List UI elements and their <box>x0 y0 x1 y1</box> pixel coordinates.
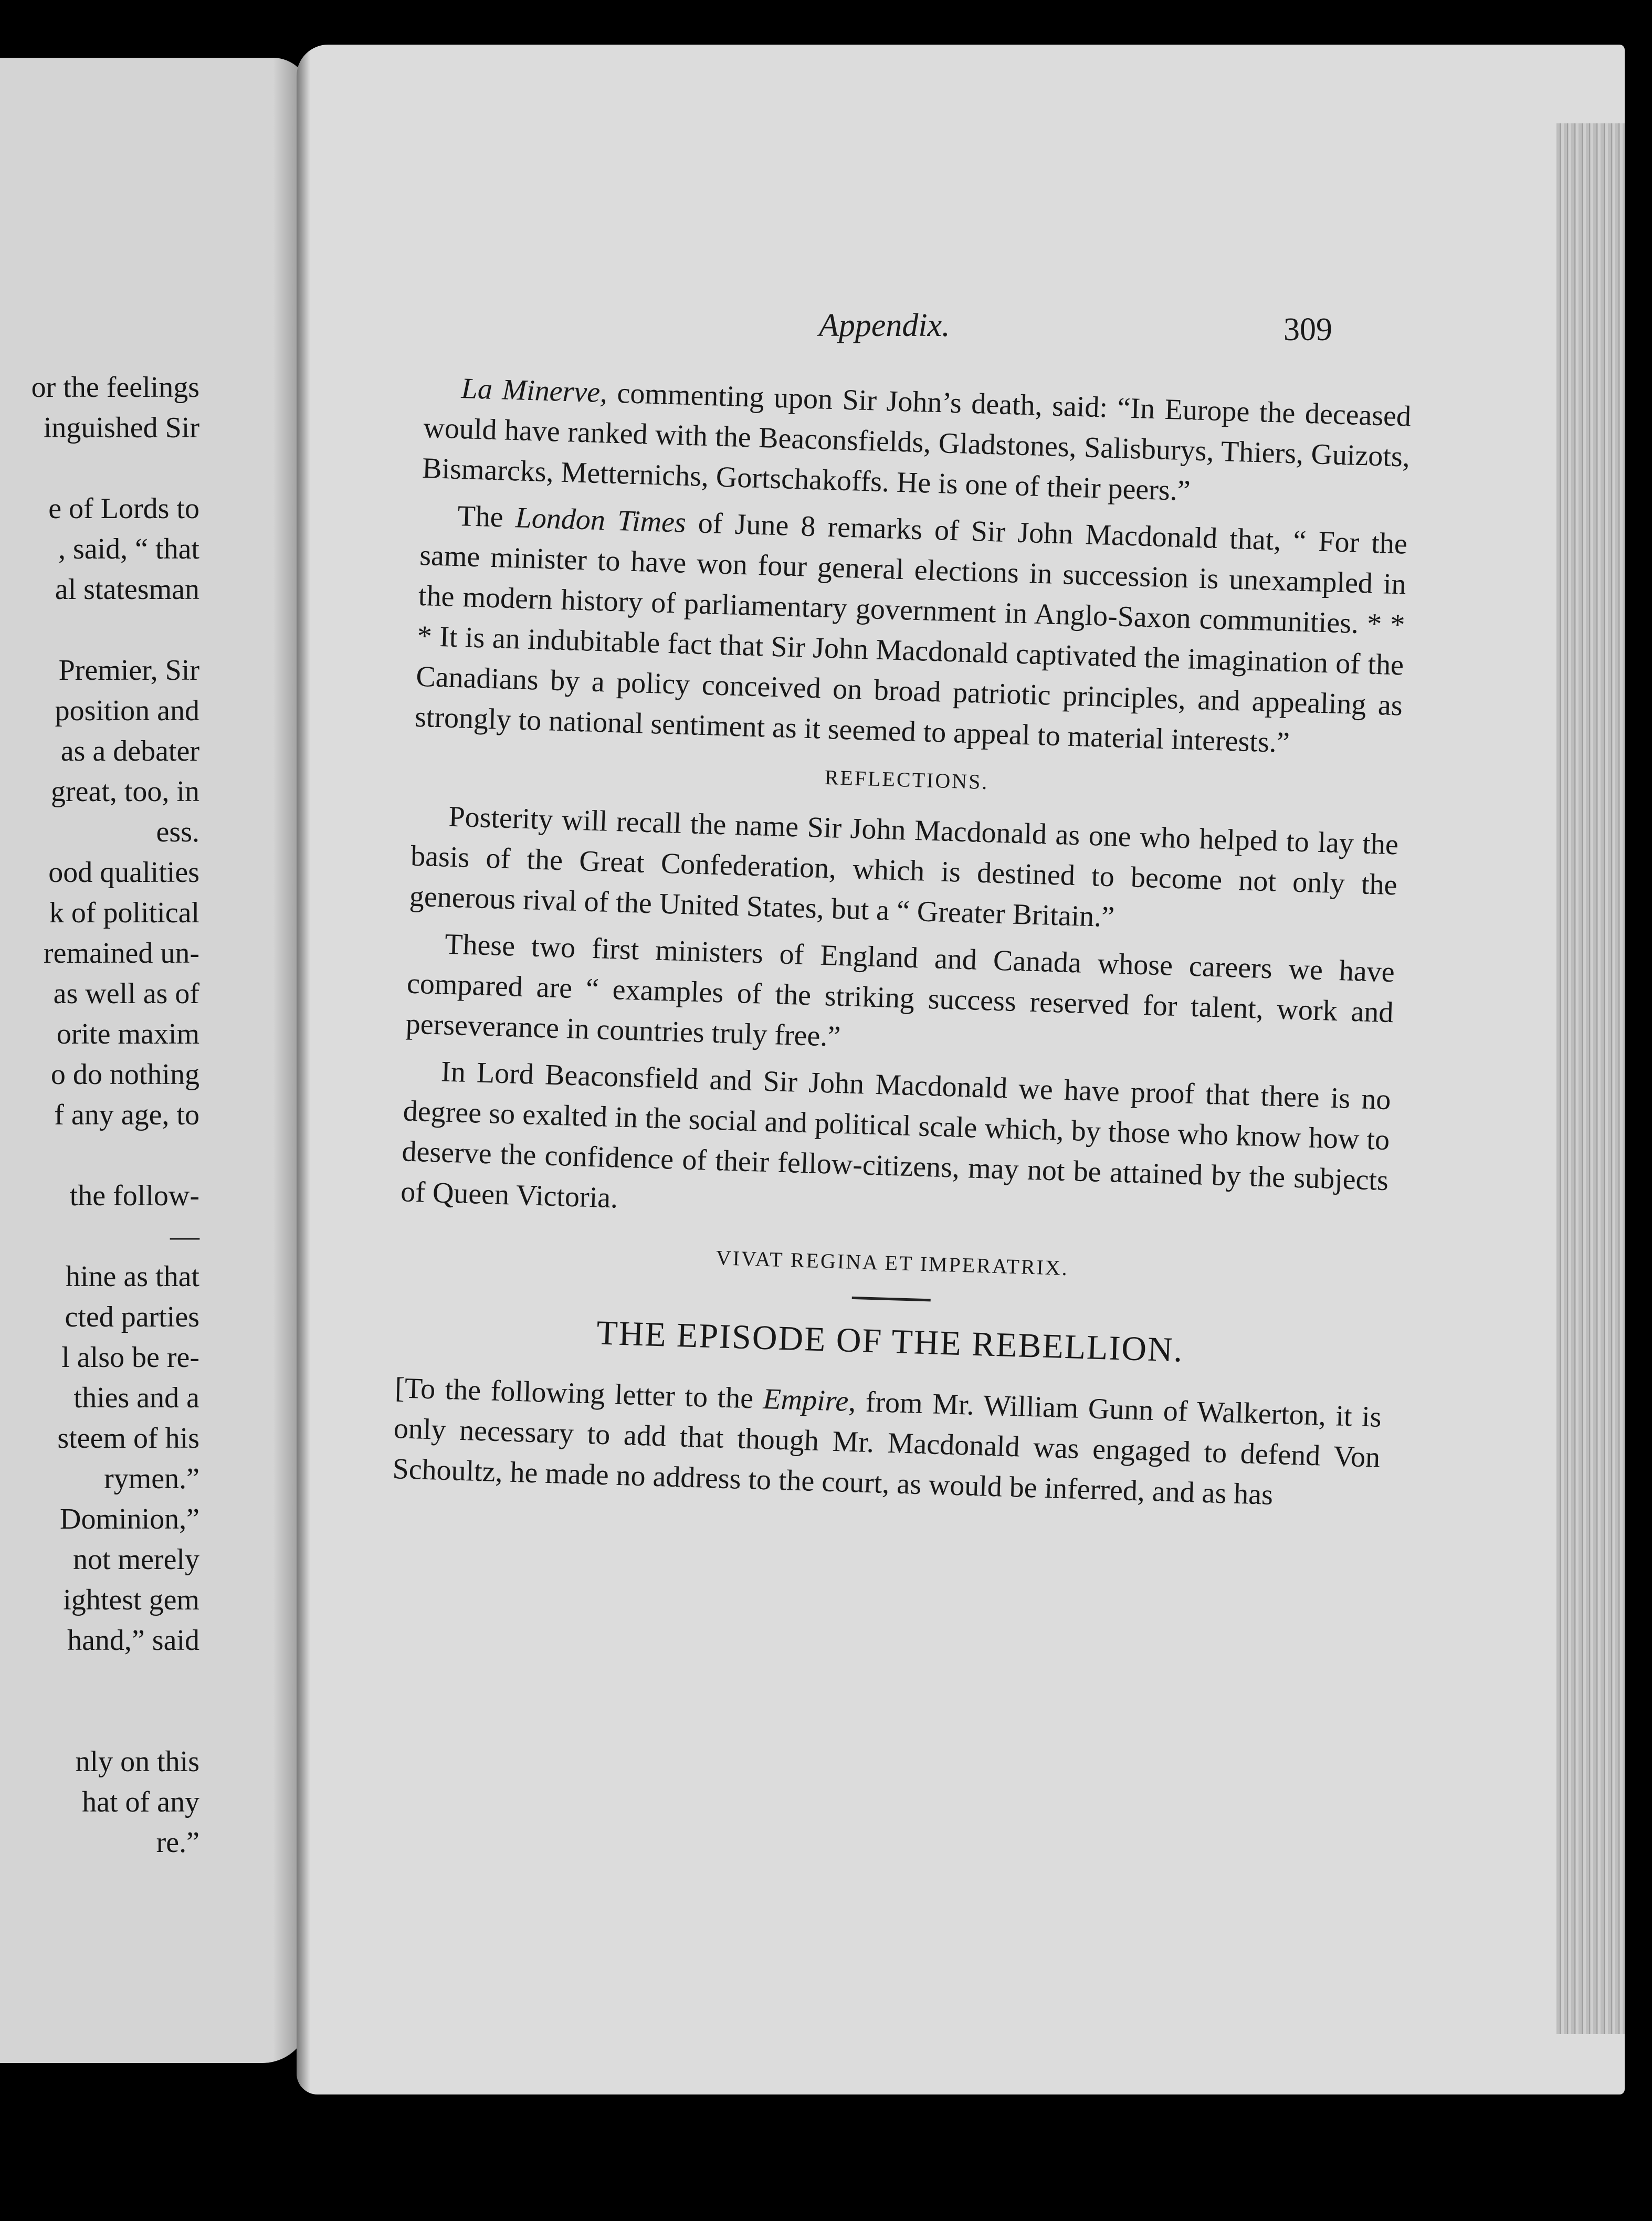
left-page-line: rymen.” <box>104 1462 199 1495</box>
running-title: Appendix. <box>819 308 950 343</box>
left-page-line: hine as that <box>65 1260 199 1293</box>
left-page-line: great, too, in <box>50 775 199 808</box>
italic-source: London Times <box>514 501 687 539</box>
paragraph-reflection: In Lord Beaconsfield and Sir John Macdonald we have proof that there is no degree so exalted in the social and political scale which, by those who know how to deserve the confidence of their fellow-citizens, may not be attained by the subjects of Queen Victoria. <box>400 1055 1392 1215</box>
left-page-line: — <box>170 1220 199 1252</box>
left-page-line: Premier, Sir <box>58 654 199 687</box>
paragraph-reflection: These two first ministers of England and Canada whose careers we have compared are “ examples of the striking success reserved for talent, work and perseverance in countries truly free.” <box>405 928 1395 1054</box>
left-page-line: hand,” said <box>67 1624 199 1657</box>
left-page-line: or the feelings <box>31 371 199 404</box>
left-page-line <box>0 1135 199 1176</box>
left-page-line: , said, “ that <box>58 533 199 565</box>
left-page-line: steem of his <box>57 1422 199 1455</box>
left-page-line: the follow- <box>69 1180 199 1212</box>
page-edge-stack <box>1556 123 1625 2034</box>
left-page-line: not merely <box>72 1543 199 1576</box>
section-title: THE EPISODE OF THE REBELLION. <box>596 1313 1184 1370</box>
left-page-line: ightest gem <box>63 1584 199 1616</box>
left-page-line: remained un- <box>44 937 199 970</box>
paragraph-london-times: The London Times of June 8 remarks of Sir John Macdonald that, “ For the same minister to have won four general elections in succession is unexampled in the modern history of parliamentary government in Anglo-Saxon communities. * * * It is an indubitable fact that Sir John Macdonald captivated the imagination of the Canadians by a policy conceived on broad patriotic principles, and appealing as strongly to national sentiment as it seemed to appeal to material interests.” <box>414 499 1408 760</box>
page-body <box>392 367 1412 1525</box>
left-page-line: ess. <box>156 816 199 848</box>
left-page-line: al statesman <box>55 573 199 606</box>
left-page-line <box>0 1661 199 1701</box>
left-page-line: e of Lords to <box>48 492 199 525</box>
italic-source: La Minerve, <box>460 372 608 409</box>
left-page-line: Dominion,” <box>60 1503 199 1535</box>
left-page-line: k of political <box>49 897 199 929</box>
left-page-line: l also be re- <box>61 1341 199 1374</box>
reflections-heading: REFLECTIONS. <box>824 765 990 794</box>
running-head <box>297 307 1625 354</box>
left-page-line: orite maxim <box>56 1018 199 1050</box>
left-page-line: as well as of <box>53 977 199 1010</box>
paragraph-reflection: Posterity will recall the name Sir John Macdonald as one who helped to lay the basis of the Great Confederation, which is destined to become not only the generous rival of the United States, but a “ Greater Britain.” <box>409 800 1399 934</box>
left-page-line <box>0 610 199 650</box>
left-page <box>0 58 310 2063</box>
left-page-line: position and <box>55 694 199 727</box>
italic-source: Empire <box>762 1382 849 1418</box>
motto: VIVAT REGINA ET IMPERATRIX. <box>715 1246 1069 1280</box>
left-page-text <box>0 367 199 1863</box>
right-page <box>297 45 1625 2094</box>
left-page-line: re.” <box>156 1826 199 1859</box>
left-page-line: nly on this <box>75 1745 199 1778</box>
left-page-line: o do nothing <box>50 1058 199 1091</box>
left-page-line: ood qualities <box>48 856 199 889</box>
paragraph-la-minerve: La Minerve, commenting upon Sir John’s death, said: “In Europe the deceased would have ranked with the Beaconsfields, Gladstones, Salisburys, Thiers, Guizots, Bismarcks, Metternichs, Gortschakoffs. He is one of their peers.” <box>422 372 1412 508</box>
left-page-line <box>0 448 199 489</box>
left-page-line: inguished Sir <box>43 412 199 444</box>
left-page-line: cted parties <box>65 1301 199 1333</box>
section-divider <box>852 1297 931 1301</box>
left-page-line: thies and a <box>73 1382 199 1414</box>
left-page-line <box>0 1701 199 1742</box>
left-page-line: f any age, to <box>54 1099 199 1131</box>
page-number: 309 <box>1283 312 1332 348</box>
left-page-line: hat of any <box>82 1786 199 1818</box>
paragraph-episode: [To the following letter to the Empire, from Mr. William Gunn of Walkerton, it is only necessary to add that though Mr. Macdonald was engaged to defend Von Schoultz, he made no address to the court, as would be inferred, and as has <box>392 1372 1382 1511</box>
left-page-line: as a debater <box>60 735 199 767</box>
